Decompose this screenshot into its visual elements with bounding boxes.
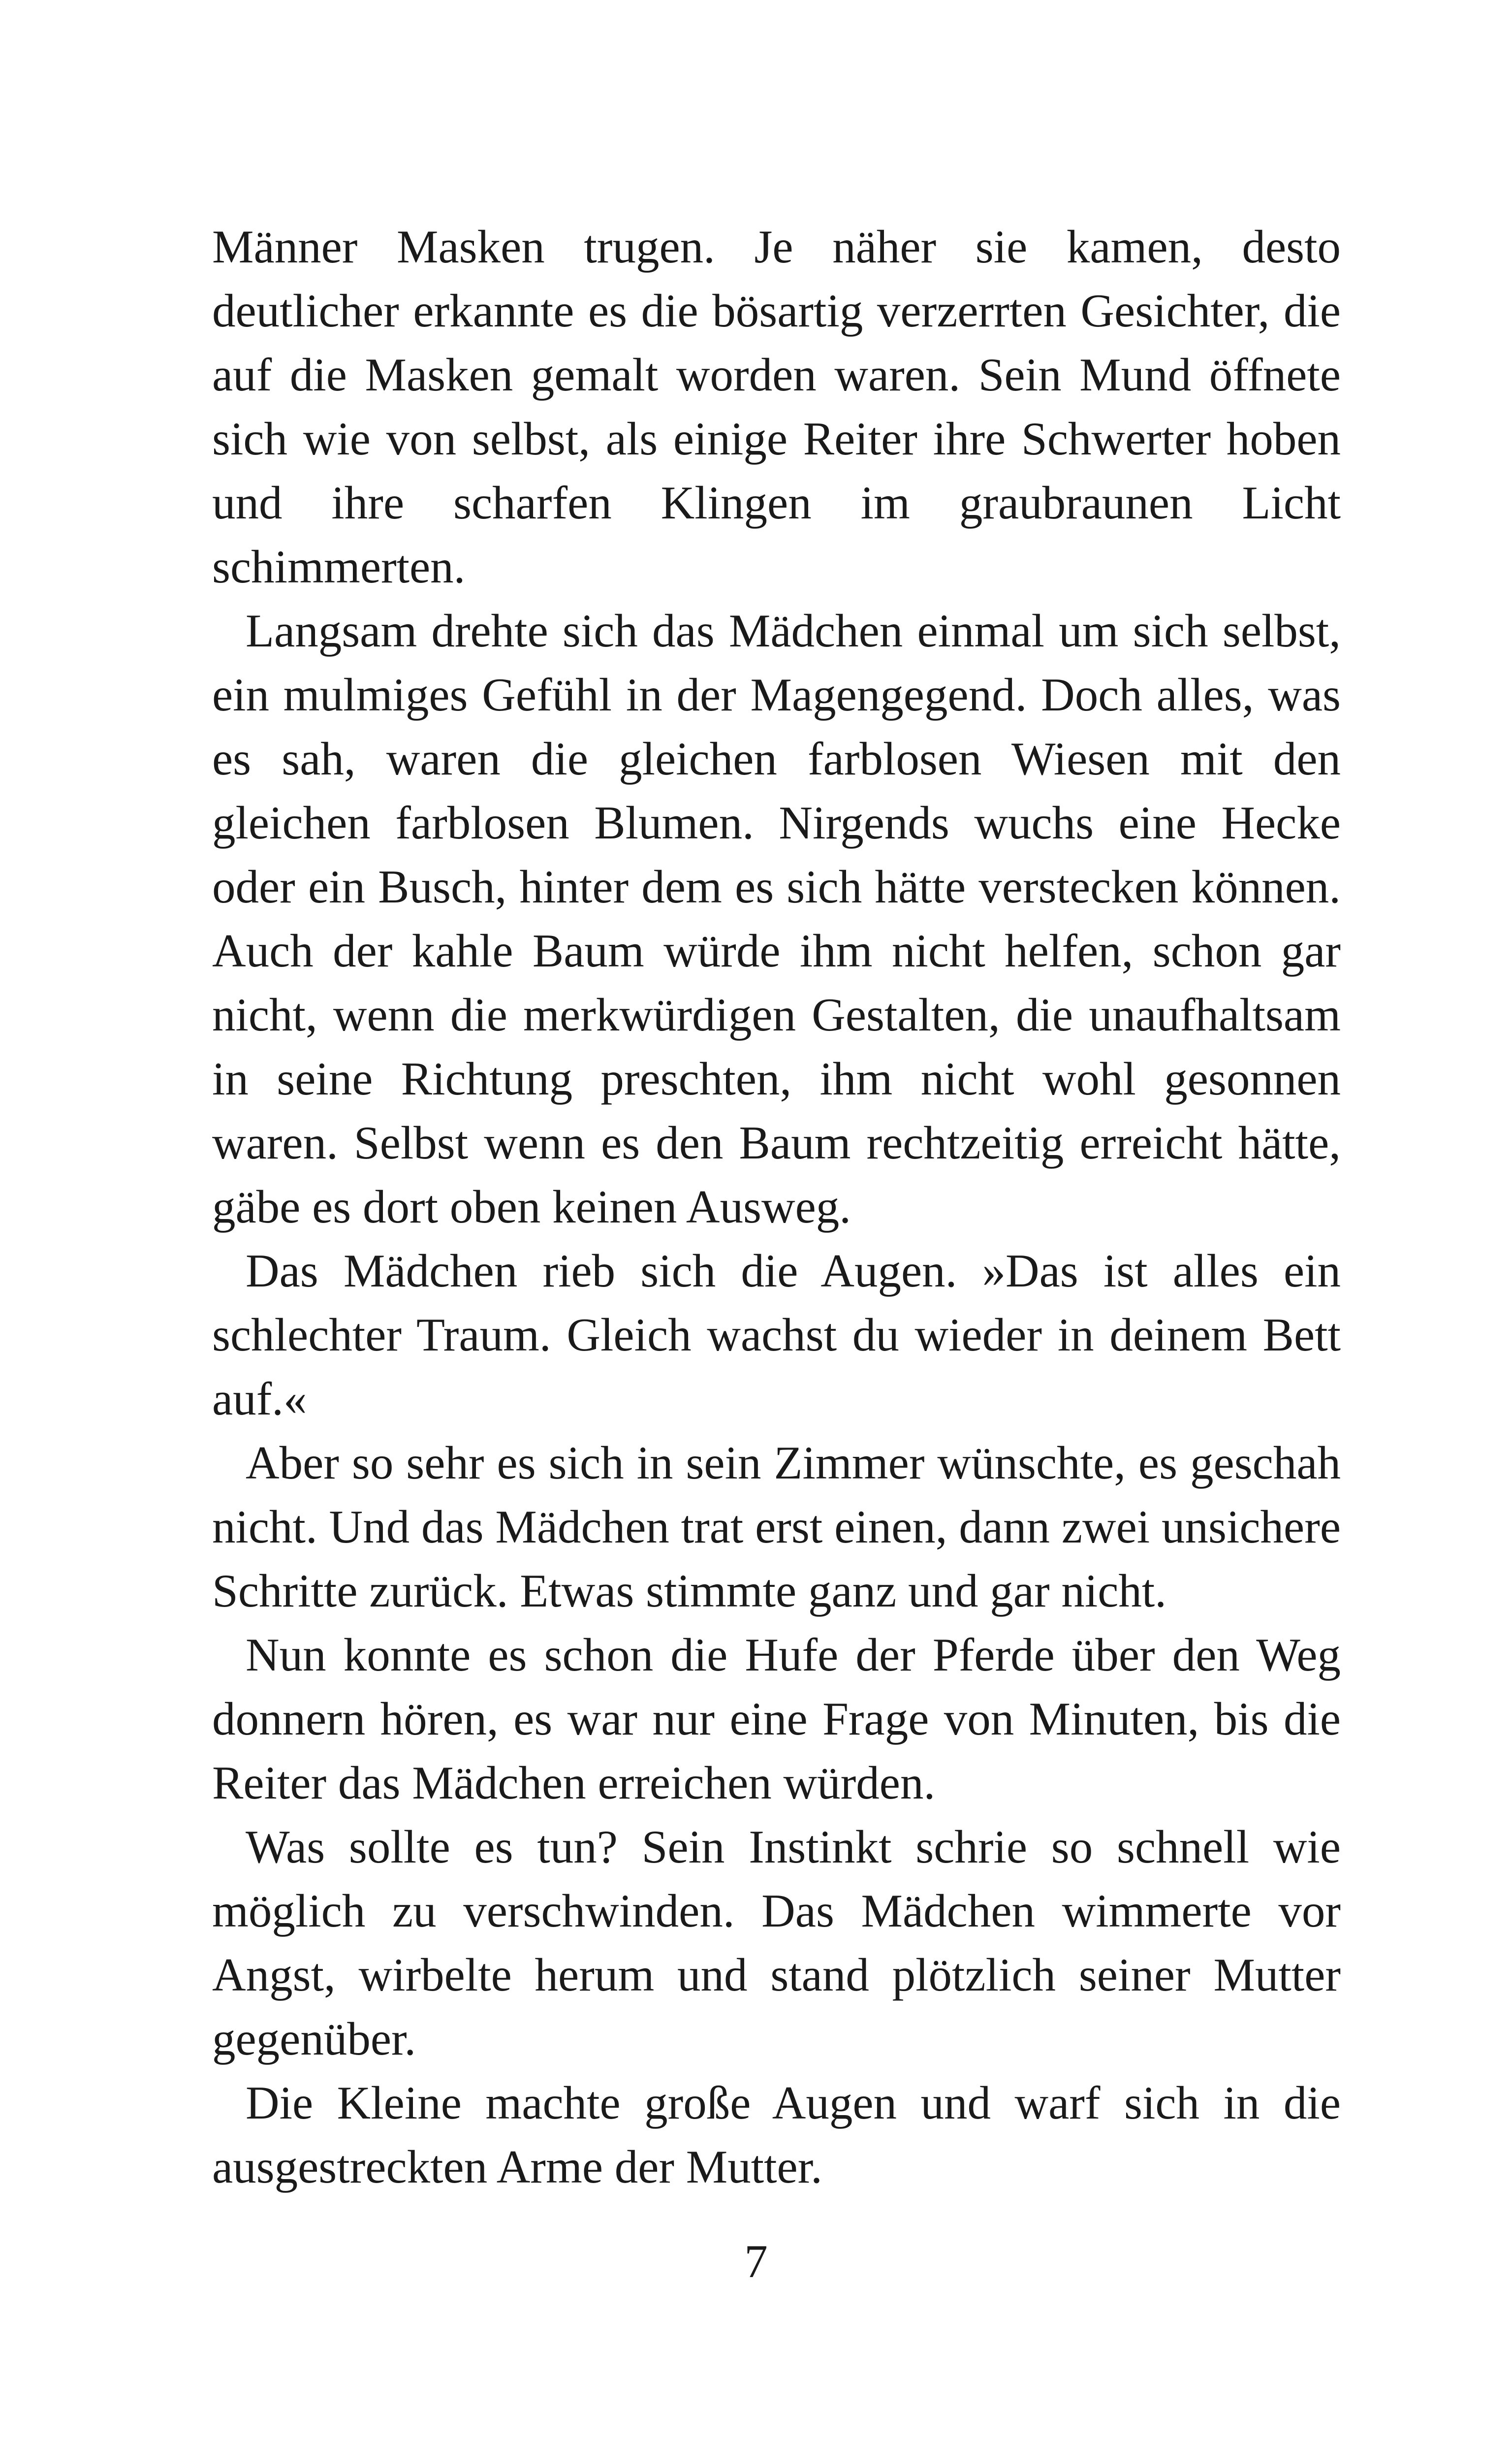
paragraph-2: Langsam drehte sich das Mädchen einmal um sich selbst, ein mulmiges Gefühl in der Magengegend. Doch alles, was es sah, waren die gleichen farblosen Wiesen mit den gleichen farblosen Blumen. Nirgends wuchs eine Hecke oder ein Busch, hinter dem es sich hätte verstecken können. Auch der kahle Baum würde ihm nicht helfen, schon gar nicht, wenn die merkwürdigen Gestalten, die unaufhaltsam in seine Richtung preschten, ihm nicht wohl gesonnen waren. Selbst wenn es den Baum rechtzeitig erreicht hätte, gäbe es dort oben keinen Ausweg. [212, 605, 1341, 1233]
paragraph-7: Die Kleine machte große Augen und warf sich in die ausgestreckten Arme der Mutter. [212, 2077, 1341, 2193]
paragraph-3: Das Mädchen rieb sich die Augen. »Das ist alles ein schlechter Traum. Gleich wachst du wieder in deinem Bett auf.« [212, 1245, 1341, 1425]
paragraph-6: Was sollte es tun? Sein Instinkt schrie so schnell wie möglich zu verschwinden. Das Mädchen wimmerte vor Angst, wirbelte herum und stand plötzlich seiner Mutter gegenüber. [212, 1821, 1341, 2065]
page-number: 7 [744, 2235, 768, 2287]
body-text [212, 215, 1341, 2199]
paragraph-4: Aber so sehr es sich in sein Zimmer wünschte, es geschah nicht. Und das Mädchen trat erst einen, dann zwei unsichere Schritte zurück. Etwas stimmte ganz und gar nicht. [212, 1437, 1341, 1617]
paragraph-5: Nun konnte es schon die Hufe der Pferde über den Weg donnern hören, es war nur eine Frage von Minuten, bis die Reiter das Mädchen erreichen würden. [212, 1629, 1341, 1809]
paragraph-1: Männer Masken trugen. Je näher sie kamen, desto deutlicher erkannte es die bösartig verzerrten Gesichter, die auf die Masken gemalt worden waren. Sein Mund öffnete sich wie von selbst, als einige Reiter ihre Schwerter hoben und ihre scharfen Klingen im graubraunen Licht schimmerten. [212, 221, 1341, 593]
